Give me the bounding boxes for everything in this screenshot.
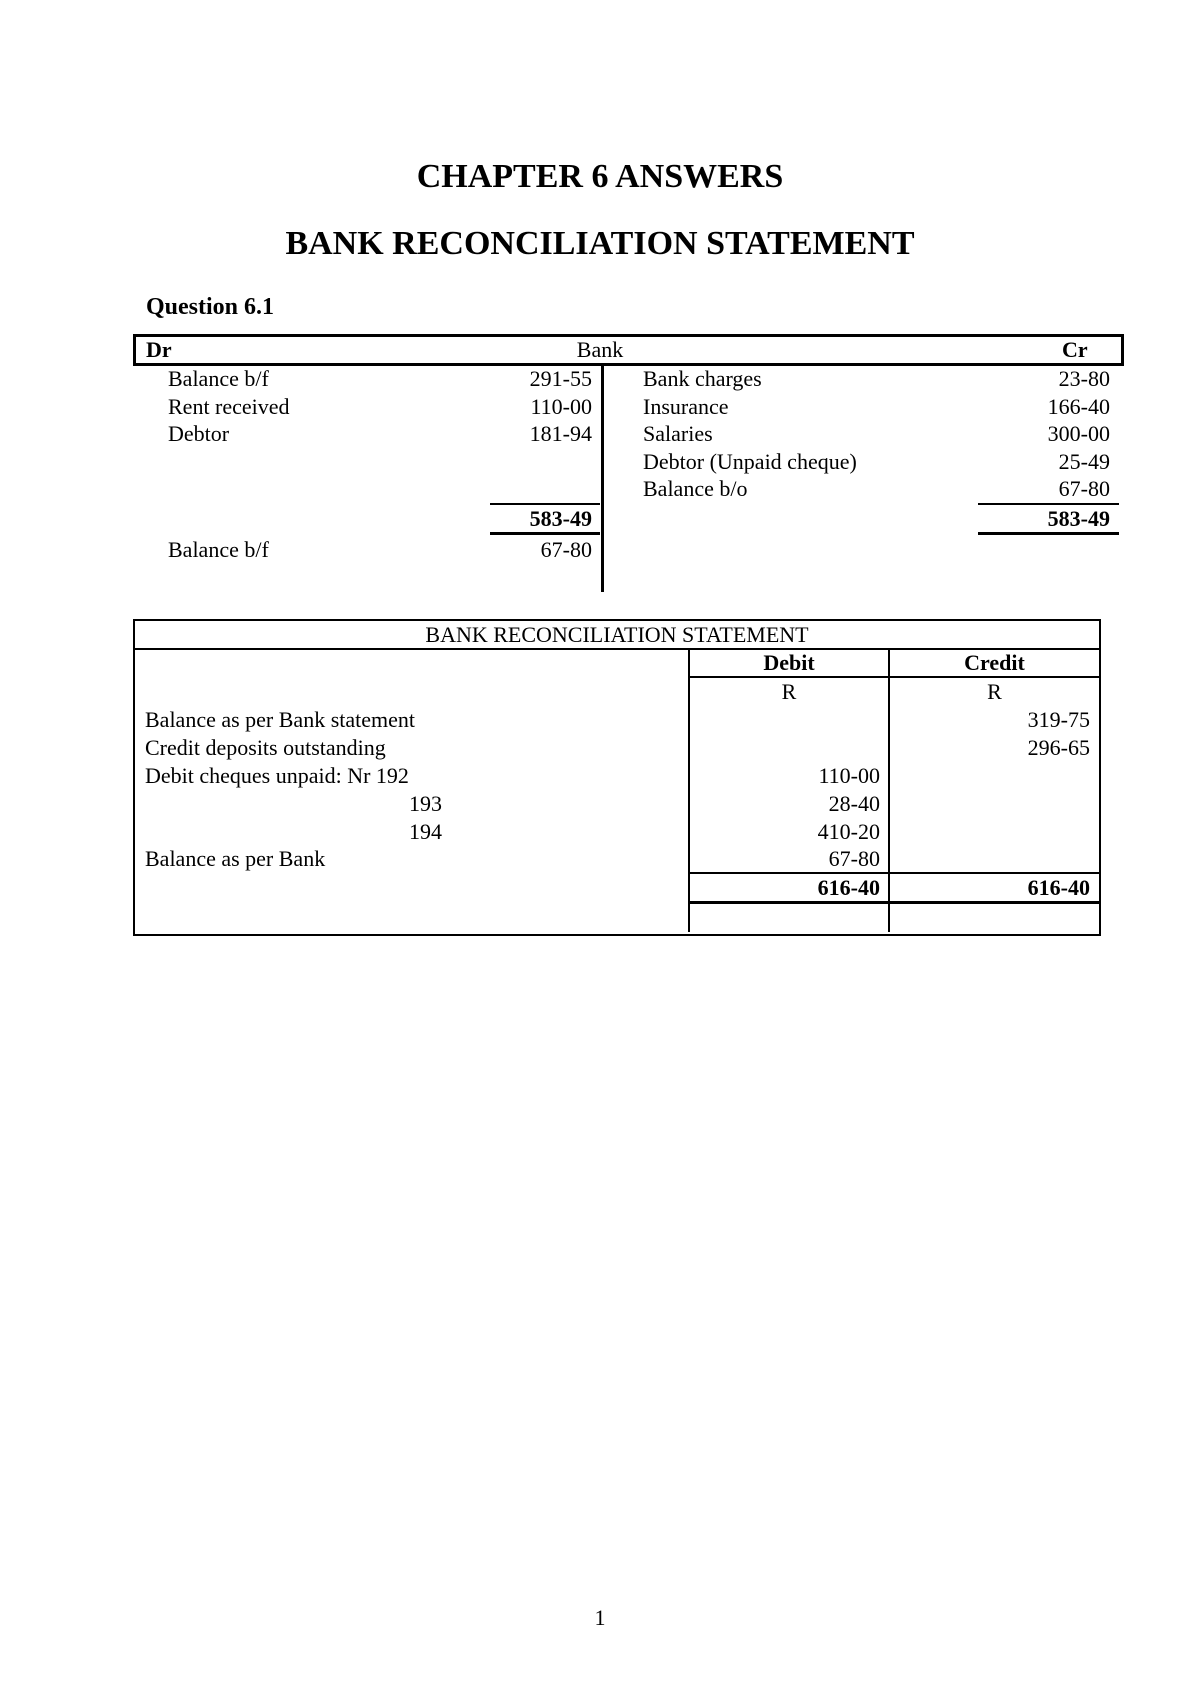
ledger-account-name: Bank bbox=[576, 337, 624, 362]
credit-total-bottom-rule bbox=[978, 532, 1119, 535]
recon-row-debit: 110-00 bbox=[818, 763, 880, 788]
credit-total: 583-49 bbox=[1047, 506, 1110, 531]
recon-row-label: Balance as per Bank bbox=[145, 846, 326, 871]
question-label: Question 6.1 bbox=[146, 294, 275, 320]
recon-row-label: 194 bbox=[409, 819, 442, 844]
recon-debit-currency: R bbox=[781, 679, 797, 704]
recon-row-debit: 410-20 bbox=[817, 819, 880, 844]
recon-row-credit: 319-75 bbox=[1027, 707, 1090, 732]
recon-row-label: Debit cheques unpaid: Nr 192 bbox=[145, 763, 409, 788]
page-number: 1 bbox=[594, 1605, 606, 1630]
recon-debit-header: Debit bbox=[763, 650, 815, 675]
recon-title: BANK RECONCILIATION STATEMENT bbox=[425, 622, 809, 647]
balance-bd-amount: 67-80 bbox=[540, 537, 592, 562]
recon-credit-currency: R bbox=[987, 679, 1002, 704]
debit-row-label: Debtor bbox=[168, 421, 230, 446]
credit-row-label: Debtor (Unpaid cheque) bbox=[643, 449, 857, 474]
recon-total-credit: 616-40 bbox=[1027, 875, 1090, 900]
debit-row-amount: 291-55 bbox=[529, 366, 592, 391]
debit-row-label: Rent received bbox=[168, 394, 290, 419]
credit-row-amount: 166-40 bbox=[1047, 394, 1110, 419]
recon-row-credit: 296-65 bbox=[1027, 735, 1090, 760]
debit-total-bottom-rule bbox=[490, 532, 600, 535]
debit-total: 583-49 bbox=[529, 506, 592, 531]
chapter-title: CHAPTER 6 ANSWERS bbox=[416, 158, 784, 195]
debit-row-amount: 181-94 bbox=[529, 421, 592, 446]
debit-row-amount: 110-00 bbox=[530, 394, 592, 419]
balance-bd-label: Balance b/f bbox=[168, 537, 269, 562]
recon-credit-header: Credit bbox=[964, 650, 1025, 675]
credit-row-label: Bank charges bbox=[643, 366, 762, 391]
recon-total-debit: 616-40 bbox=[817, 875, 880, 900]
recon-row-label: Credit deposits outstanding bbox=[145, 735, 386, 760]
ledger-dr-label: Dr bbox=[146, 337, 172, 362]
recon-row-label: 193 bbox=[409, 791, 442, 816]
recon-row-debit: 67-80 bbox=[828, 846, 880, 871]
credit-row-label: Balance b/o bbox=[643, 476, 748, 501]
credit-row-amount: 67-80 bbox=[1058, 476, 1110, 501]
credit-row-amount: 23-80 bbox=[1058, 366, 1110, 391]
credit-row-amount: 25-49 bbox=[1058, 449, 1110, 474]
credit-row-label: Salaries bbox=[643, 421, 713, 446]
ledger-cr-label: Cr bbox=[1062, 337, 1088, 362]
recon-total-top-rule bbox=[689, 872, 1099, 874]
credit-row-amount: 300-00 bbox=[1047, 421, 1110, 446]
ledger-center-line bbox=[601, 363, 604, 592]
recon-header-rule bbox=[689, 676, 1099, 678]
recon-total-bottom-rule bbox=[689, 901, 1099, 904]
credit-row-label: Insurance bbox=[643, 394, 729, 419]
credit-total-top-rule bbox=[978, 503, 1119, 505]
recon-row-label: Balance as per Bank statement bbox=[145, 707, 416, 732]
recon-row-debit: 28-40 bbox=[828, 791, 880, 816]
debit-total-top-rule bbox=[490, 503, 600, 505]
debit-row-label: Balance b/f bbox=[168, 366, 269, 391]
section-title: BANK RECONCILIATION STATEMENT bbox=[285, 225, 915, 262]
